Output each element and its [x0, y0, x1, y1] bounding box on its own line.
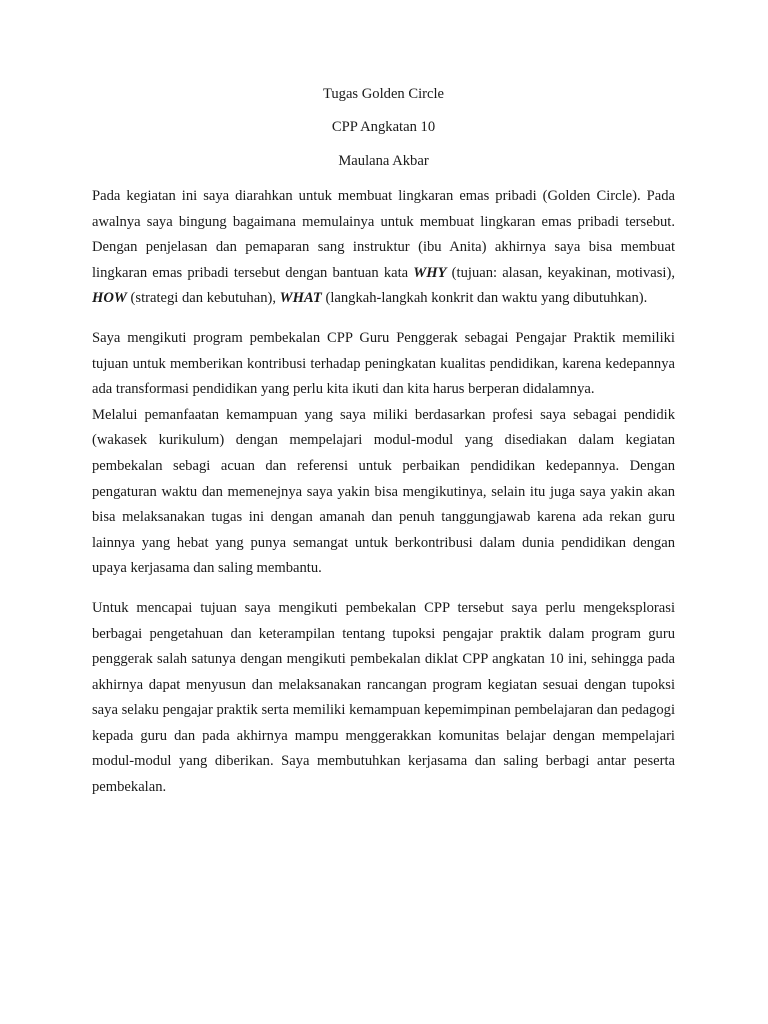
- paragraph-text: (tujuan: alasan, keyakinan, motivasi),: [446, 264, 675, 281]
- paragraph-text: Pada kegiatan ini saya diarahkan untuk membuat lingkaran emas pribadi (Golden Circle). Pada awalnya saya bingung bagaimana memulainya untuk membuat lingkaran emas pribadi tersebut. Dengan penjelasan dan pemaparan sang instruktur (ibu Anita) akhirnya saya bisa membuat lingkaran emas pribadi tersebut dengan bantuan kata: [92, 188, 675, 281]
- paragraph-text: (strategi dan kebutuhan),: [126, 290, 280, 307]
- document-title: Tugas Golden Circle: [322, 86, 445, 102]
- document-author: Maulana Akbar: [338, 153, 429, 169]
- paragraph-text: (langkah-langkah konkrit dan waktu yang dibutuhkan).: [321, 290, 648, 307]
- paragraph-program-goal: Saya mengikuti program pembekalan CPP Guru Penggerak sebagai Pengajar Praktik memiliki tujuan untuk memberikan kontribusi terhadap peningkatan kualitas pendidikan, karena kedepannya ada transformasi pendidikan yang perlu kita ikuti dan kita harus berperan didalamnya.: [92, 329, 675, 398]
- document-subtitle: CPP Angkatan 10: [331, 119, 436, 135]
- paragraph-objectives: Untuk mencapai tujuan saya mengikuti pembekalan CPP tersebut saya perlu mengeksplorasi berbagai pengetahuan dan keterampilan tentang tupoksi pengajar praktik dalam program guru penggerak salah satunya dengan mengikuti pembekalan diklat CPP angkatan 10 ini, sehingga pada akhirnya dapat menyusun dan melaksanakan rancangan program kegiatan sesuai dengan tupoksi saya selaku pengajar praktik serta memiliki kemampuan kepemimpinan pembelajaran dan pedagogi kepada guru dan pada akhirnya mampu menggerakkan komunitas belajar dengan mempelajari modul-modul yang diberikan. Saya membutuhkan kerjasama dan saling berbagi antar peserta pembekalan.: [92, 599, 675, 796]
- paragraph-spacer: [92, 312, 675, 326]
- paragraph-spacer: [92, 582, 675, 596]
- keyword-how: HOW: [92, 290, 127, 307]
- keyword-why: WHY: [413, 264, 447, 281]
- document-page: [92, 84, 675, 801]
- keyword-what: WHAT: [279, 290, 322, 307]
- paragraph-golden-circle: [92, 184, 675, 312]
- paragraph-capabilities: Melalui pemanfaatan kemampuan yang saya miliki berdasarkan profesi saya sebagai pendidik (wakasek kurikulum) dengan mempelajari modul-modul yang disediakan dalam kegiatan pembekalan sebagi acuan dan referensi untuk perbaikan pendidikan kedepannya. Dengan pengaturan waktu dan memenejnya saya yakin bisa mengikutinya, selain itu juga saya yakin akan bisa melaksanakan tugas ini dengan amanah dan penuh tanggungjawab karena ada rekan guru lainnya yang hebat yang punya semangat untuk berkontribusi dalam dunia pendidikan dengan upaya kerjasama dan saling membantu.: [92, 406, 675, 577]
